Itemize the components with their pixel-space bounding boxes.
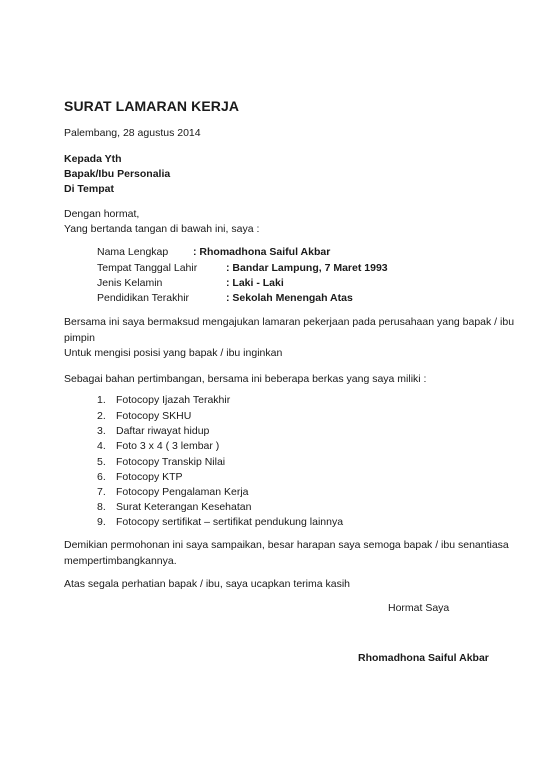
recipient-line-1: Kepada Yth (64, 153, 122, 165)
field-value-gender: : Laki - Laki (226, 277, 284, 289)
list-item-number: 5. (97, 456, 106, 468)
recipient-line-2: Bapak/Ibu Personalia (64, 168, 171, 180)
greeting: Dengan hormat, (64, 208, 140, 220)
intro-text: Yang bertanda tangan di bawah ini, saya : (64, 223, 260, 235)
list-item: Fotocopy Pengalaman Kerja (116, 486, 249, 498)
list-item: Fotocopy sertifikat – sertifikat pendukung lainnya (116, 516, 344, 528)
list-item: Fotocopy Ijazah Terakhir (116, 394, 231, 406)
recipient-line-3: Di Tempat (64, 183, 114, 195)
list-item: Surat Keterangan Kesehatan (116, 501, 252, 513)
purpose-line-1: Bersama ini saya bermaksud mengajukan lamaran pekerjaan pada perusahaan yang bapak / ibu (64, 316, 515, 328)
field-label-education: Pendidikan Terakhir (97, 292, 190, 304)
list-item-number: 6. (97, 471, 106, 483)
list-item: Daftar riwayat hidup (116, 425, 210, 437)
field-value-education: : Sekolah Menengah Atas (226, 292, 353, 304)
list-item: Fotocopy KTP (116, 471, 183, 483)
list-item-number: 7. (97, 486, 106, 498)
field-label-birth: Tempat Tanggal Lahir (97, 262, 198, 274)
list-item: Foto 3 x 4 ( 3 lembar ) (116, 440, 220, 452)
thanks-line: Atas segala perhatian bapak / ibu, saya ucapkan terima kasih (64, 578, 351, 590)
list-item: Fotocopy Transkip Nilai (116, 456, 226, 468)
letter-title: SURAT LAMARAN KERJA (64, 98, 240, 114)
list-item-number: 2. (97, 410, 106, 422)
closing-line-2: mempertimbangkannya. (64, 555, 177, 567)
list-item-number: 4. (97, 440, 106, 452)
signature-name: Rhomadhona Saiful Akbar (358, 652, 489, 664)
purpose-line-3: Untuk mengisi posisi yang bapak / ibu inginkan (64, 347, 283, 359)
field-value-name: : Rhomadhona Saiful Akbar (193, 246, 331, 258)
field-value-birth: : Bandar Lampung, 7 Maret 1993 (226, 262, 388, 274)
field-label-name: Nama Lengkap (97, 246, 169, 258)
closing-line-1: Demikian permohonan ini saya sampaikan, besar harapan saya semoga bapak / ibu senantiasa (64, 539, 509, 551)
purpose-line-2: pimpin (64, 332, 95, 344)
field-label-gender: Jenis Kelamin (97, 277, 163, 289)
date-line: Palembang, 28 agustus 2014 (64, 127, 201, 139)
attachments-intro: Sebagai bahan pertimbangan, bersama ini beberapa berkas yang saya miliki : (64, 373, 427, 385)
list-item-number: 1. (97, 394, 106, 406)
signoff: Hormat Saya (388, 602, 450, 614)
list-item: Fotocopy SKHU (116, 410, 192, 422)
list-item-number: 8. (97, 501, 106, 513)
list-item-number: 3. (97, 425, 106, 437)
list-item-number: 9. (97, 516, 106, 528)
